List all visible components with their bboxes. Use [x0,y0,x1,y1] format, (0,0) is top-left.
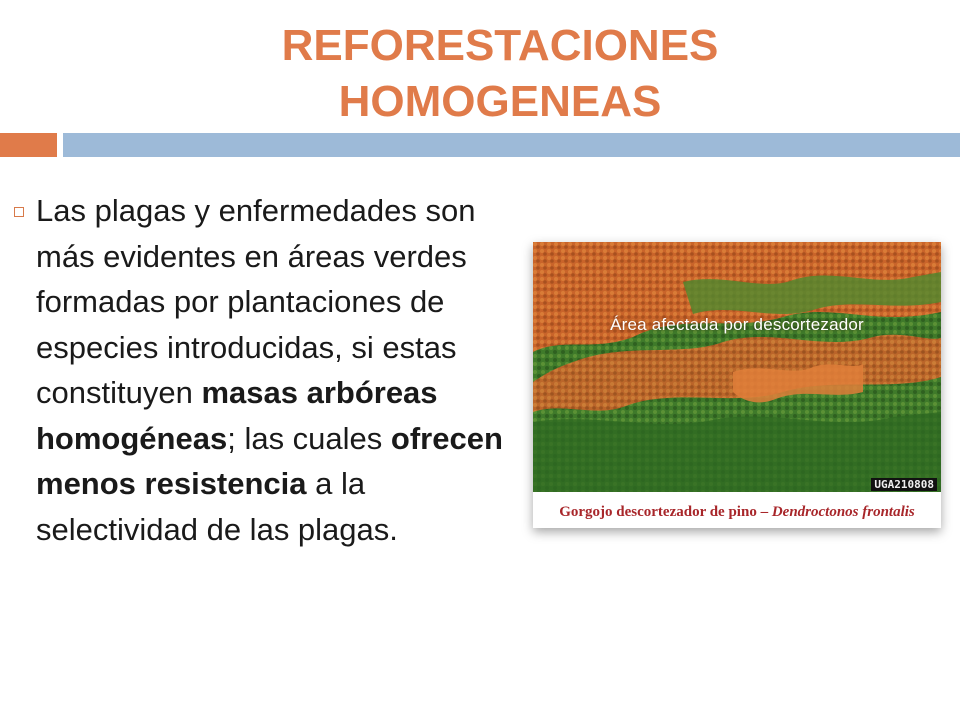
bullet-text-bold-2: ofrecen menos resistencia [36,420,503,501]
figure-card [533,242,941,528]
slide-title-line-1: REFORESTACIONES [281,21,719,70]
bullet-text [36,188,526,552]
bullet-text-part-3: a la selectividad de las plagas. [36,466,398,547]
photo-source-code: UGA210808 [871,478,937,491]
bullet-text-part-1: Las plagas y enfermedades son más evidentes en áreas verdes formadas por plantaciones de especies introducidas, si estas constituyen [36,193,476,410]
bullet-text-bold-1: masas arbóreas homogéneas [36,375,438,456]
figure-caption-text: Gorgojo descortezador de pino – [559,504,772,520]
title-underline-accent [0,133,57,157]
title-underline-bar [63,133,960,157]
forest-photo-graphic [533,242,941,492]
forest-aerial-photo [533,242,941,492]
slide-title-line-2: HOMOGENEAS [338,77,662,126]
bullet-square-icon [14,207,24,217]
figure-caption [533,504,941,521]
slide-title [150,18,850,130]
figure-caption-species: Dendroctonos frontalis [771,504,915,520]
bullet-text-part-2: ; las cuales [227,420,391,456]
photo-overlay-label: Área afectada por descortezador [610,315,864,334]
